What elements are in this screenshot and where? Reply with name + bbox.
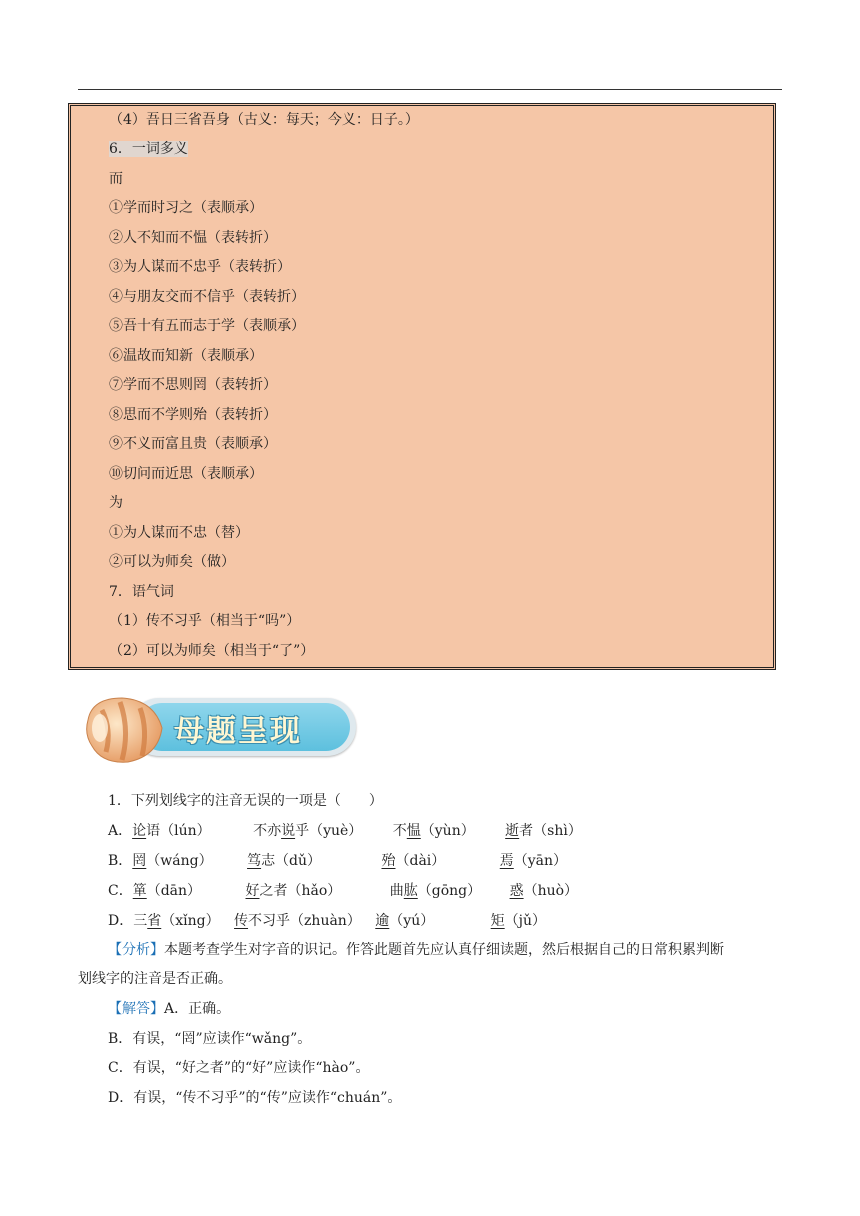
question-stem: 1．下列划线字的注音无误的一项是（ ） xyxy=(108,793,383,809)
analysis-tag: 【分析】 xyxy=(108,942,164,958)
example-2: ②人不知而不愠（表转折） xyxy=(109,230,277,246)
wei-example-1: ①为人谋而不忠（替） xyxy=(109,525,249,541)
shell-icon xyxy=(82,690,172,770)
option-b: B．罔（wáng） 笃志（dǔ） 殆（dài） 焉（yān） xyxy=(108,853,568,869)
example-7: ⑦学而不思则罔（表转折） xyxy=(109,377,277,393)
example-4: ④与朋友交而不信乎（表转折） xyxy=(109,289,305,305)
section-heading: 7．语气词 xyxy=(109,584,174,600)
analysis-line-2: 划线字的注音是否正确。 xyxy=(78,971,232,987)
section-banner xyxy=(82,690,362,770)
banner-title: 母题呈现 xyxy=(174,714,302,749)
answer-line-a: 【解答】A．正确。 xyxy=(108,1001,231,1017)
option-c: C．箪（dān） 好之者（hǎo） 曲肱（gōng） 惑（huò） xyxy=(108,883,579,899)
particle-2: （2）可以为师矣（相当于“了”） xyxy=(109,643,315,659)
note-line: （4）吾日三省吾身（古义：每天；今义：日子。） xyxy=(109,112,419,128)
option-a: A．论语（lún） 不亦说乎（yuè） 不愠（yùn） 逝者（shì） xyxy=(108,823,582,839)
example-9: ⑨不义而富且贵（表顺承） xyxy=(109,436,277,452)
analysis-line-1: 【分析】本题考查学生对字音的识记。作答此题首先应认真仔细读题，然后根据自己的日常积累判断 xyxy=(108,942,724,958)
section-heading: 6．一词多义 xyxy=(109,141,188,157)
example-1: ①学而时习之（表顺承） xyxy=(109,200,263,216)
option-d: D．三省（xǐng） 传不习乎（zhuàn） 逾（yú） 矩（jǔ） xyxy=(108,913,547,929)
answer-line-b: B．有误，“罔”应读作“wǎng”。 xyxy=(108,1031,312,1047)
example-8: ⑧思而不学则殆（表转折） xyxy=(109,407,277,423)
example-6: ⑥温故而知新（表顺承） xyxy=(109,348,263,364)
word-er: 而 xyxy=(109,171,123,187)
notes-box xyxy=(68,103,776,670)
answer-line-c: C．有误，“好之者”的“好”应读作“hào”。 xyxy=(108,1060,370,1076)
answer-line-d: D．有误，“传不习乎”的“传”应读作“chuán”。 xyxy=(108,1090,402,1106)
particle-1: （1）传不习乎（相当于“吗”） xyxy=(109,613,301,629)
header-rule xyxy=(78,89,782,90)
word-wei: 为 xyxy=(109,495,123,511)
wei-example-2: ②可以为师矣（做） xyxy=(109,554,235,570)
example-5: ⑤吾十有五而志于学（表顺承） xyxy=(109,318,305,334)
example-3: ③为人谋而不忠乎（表转折） xyxy=(109,259,291,275)
example-10: ⑩切问而近思（表顺承） xyxy=(109,466,263,482)
answer-tag: 【解答】 xyxy=(108,1001,164,1017)
